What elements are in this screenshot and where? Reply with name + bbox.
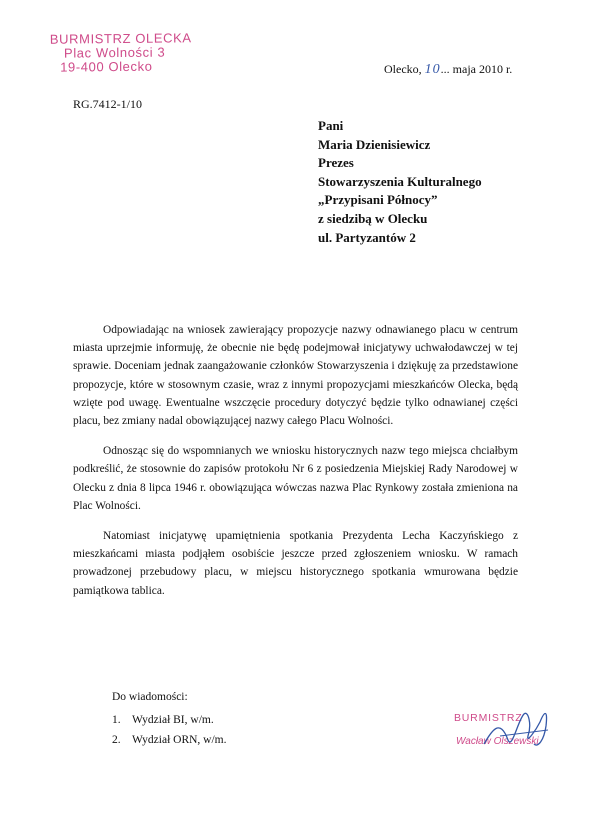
addressee-line: z siedzibą w Olecku [318, 210, 428, 226]
item-number: 2. [112, 734, 121, 746]
addressee-line: Pani [318, 118, 344, 133]
office-stamp [50, 31, 192, 74]
item-text: Wydział ORN, w/m. [132, 734, 227, 746]
mayor-title-stamp: BURMISTRZ [454, 712, 523, 724]
handwritten-signature [478, 700, 558, 756]
distribution-item [112, 710, 227, 730]
addressee-block [318, 117, 482, 247]
date-month-year: ... maja 2010 r. [440, 62, 513, 76]
addressee-line: Maria Dzienisiewicz [318, 136, 431, 152]
distribution-heading: Do wiadomości: [112, 691, 188, 703]
item-text: Wydział BI, w/m. [132, 714, 214, 726]
date-day-handwritten: 10 [424, 62, 441, 77]
item-number: 1. [112, 714, 121, 726]
stamp-line-3: 19-400 Olecko [60, 58, 153, 75]
distribution-list [112, 687, 227, 750]
stamp-line-1: BURMISTRZ OLECKA [49, 30, 192, 47]
reference-number: RG.7412-1/10 [73, 97, 142, 111]
letter-date [384, 62, 512, 78]
body-paragraph: Odpowiadając na wniosek zawierający propozycje nazwy odnawianego placu w centrum miasta uprzejmie informuję, że obecnie nie będę podejmował inicjatywy uchwałodawczej w tej sprawie. Doceniam jednak zaangażowanie członków Stowarzyszenia i dziękuję za przedstawione propozycje, które w stosownym czasie, wraz z innymi propozycjami mieszkańców Olecka, będą wzięte pod uwagę. Ewentualne wszczęcie procedury dotyczyć będzie tylko odnawianej części placu, bez zmiany nadal obowiązującej nazwy całego Placu Wolności. [73, 324, 518, 428]
addressee-line: „Przypisani Północy” [318, 192, 438, 208]
mayor-name-stamp: Wacław Olszewski [456, 736, 539, 747]
addressee-line: Stowarzyszenia Kulturalnego [318, 173, 482, 189]
addressee-line: ul. Partyzantów 2 [318, 229, 416, 245]
body-paragraph: Odnosząc się do wspomnianych we wniosku historycznych nazw tego miejsca chciałbym podkreślić, że stosownie do zapisów protokołu Nr 6 z posiedzenia Miejskiej Rady Narodowej w Olecku z dnia 8 lipca 1946 r. obowiązująca wówczas nazwa Plac Rynkowy została zmieniona na Plac Wolności. [73, 445, 518, 512]
body-paragraph: Natomiast inicjatywę upamiętnienia spotkania Prezydenta Lecha Kaczyńskiego z mieszkańcami miasta podjąłem osobiście jeszcze przed zgłoszeniem wniosku. W ramach prowadzonej przebudowy placu, w miejscu historycznego spotkania wmurowana będzie pamiątkowa tablica. [73, 530, 518, 597]
stamp-line-2: Plac Wolności 3 [63, 44, 166, 61]
letter-body [73, 321, 518, 612]
date-city: Olecko, [384, 62, 422, 76]
distribution-item [112, 730, 227, 750]
addressee-line: Prezes [318, 155, 354, 171]
